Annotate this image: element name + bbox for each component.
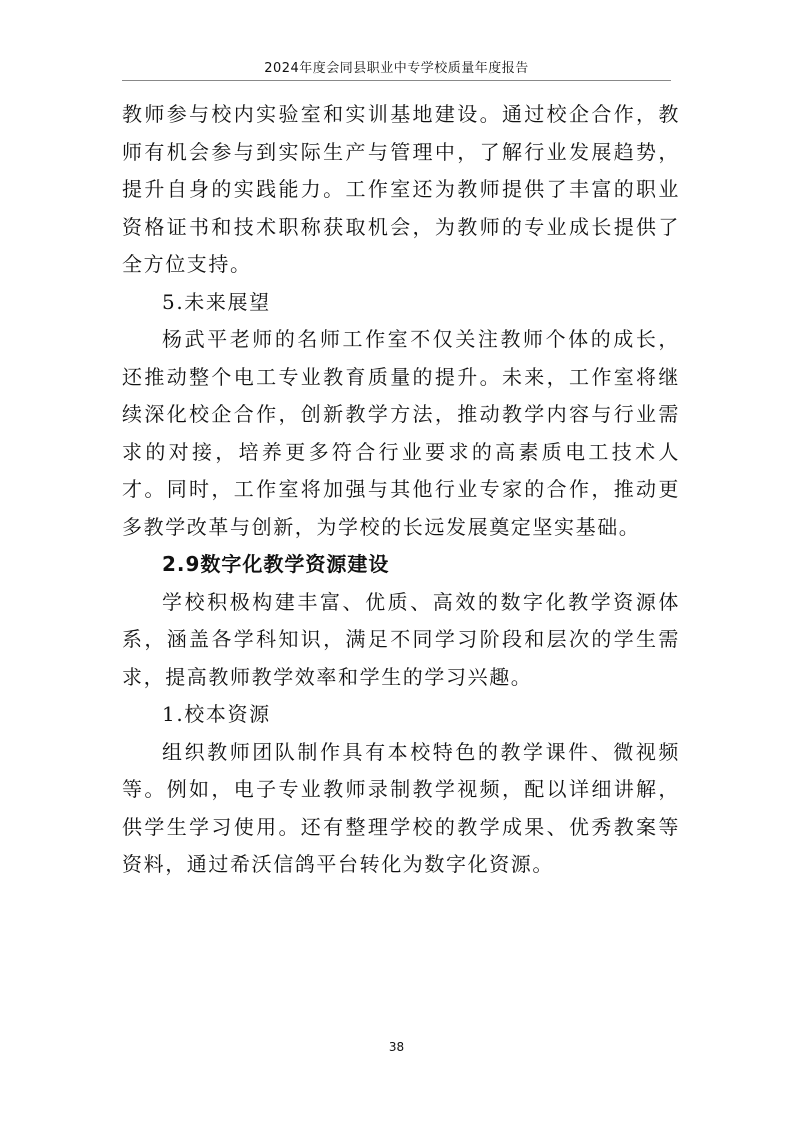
paragraph-future-outlook: 杨武平老师的名师工作室不仅关注教师个体的成长，还推动整个电工专业教育质量的提升。未来，工作室将继续深化校企合作，创新教学方法，推动教学内容与行业需求的对接，培养更多符合行业要求的高素质电工技术人才。同时，工作室将加强与其他行业专家的合作，推动更多教学改革与创新，为学校的长远发展奠定坚实基础。 <box>122 327 680 539</box>
subheading-future-outlook: 5.未来展望 <box>162 289 271 314</box>
section-heading-digital-resources: 2.9数字化教学资源建设 <box>162 552 390 576</box>
page-header-title: 2024年度会同县职业中专学校质量年度报告 <box>264 61 529 76</box>
header-divider <box>122 80 671 81</box>
paragraph-digital-resources: 学校积极构建丰富、优质、高效的数字化教学资源体系，涵盖各学科知识，满足不同学习阶段和层次的学生需求，提高教师教学效率和学生的学习兴趣。 <box>122 589 680 689</box>
paragraph-school-resources: 组织教师团队制作具有本校特色的教学课件、微视频等。例如，电子专业教师录制教学视频，配以详细讲解，供学生学习使用。还有整理学校的教学成果、优秀教案等资料，通过希沃信鸽平台转化为数字化资源。 <box>122 739 680 876</box>
paragraph-teacher-participation: 教师参与校内实验室和实训基地建设。通过校企合作，教师有机会参与到实际生产与管理中，了解行业发展趋势，提升自身的实践能力。工作室还为教师提供了丰富的职业资格证书和技术职称获取机会，为教师的专业成长提供了全方位支持。 <box>122 102 680 276</box>
page-content <box>122 96 680 884</box>
page-number: 38 <box>388 1040 405 1054</box>
subheading-school-resources: 1.校本资源 <box>162 702 271 726</box>
